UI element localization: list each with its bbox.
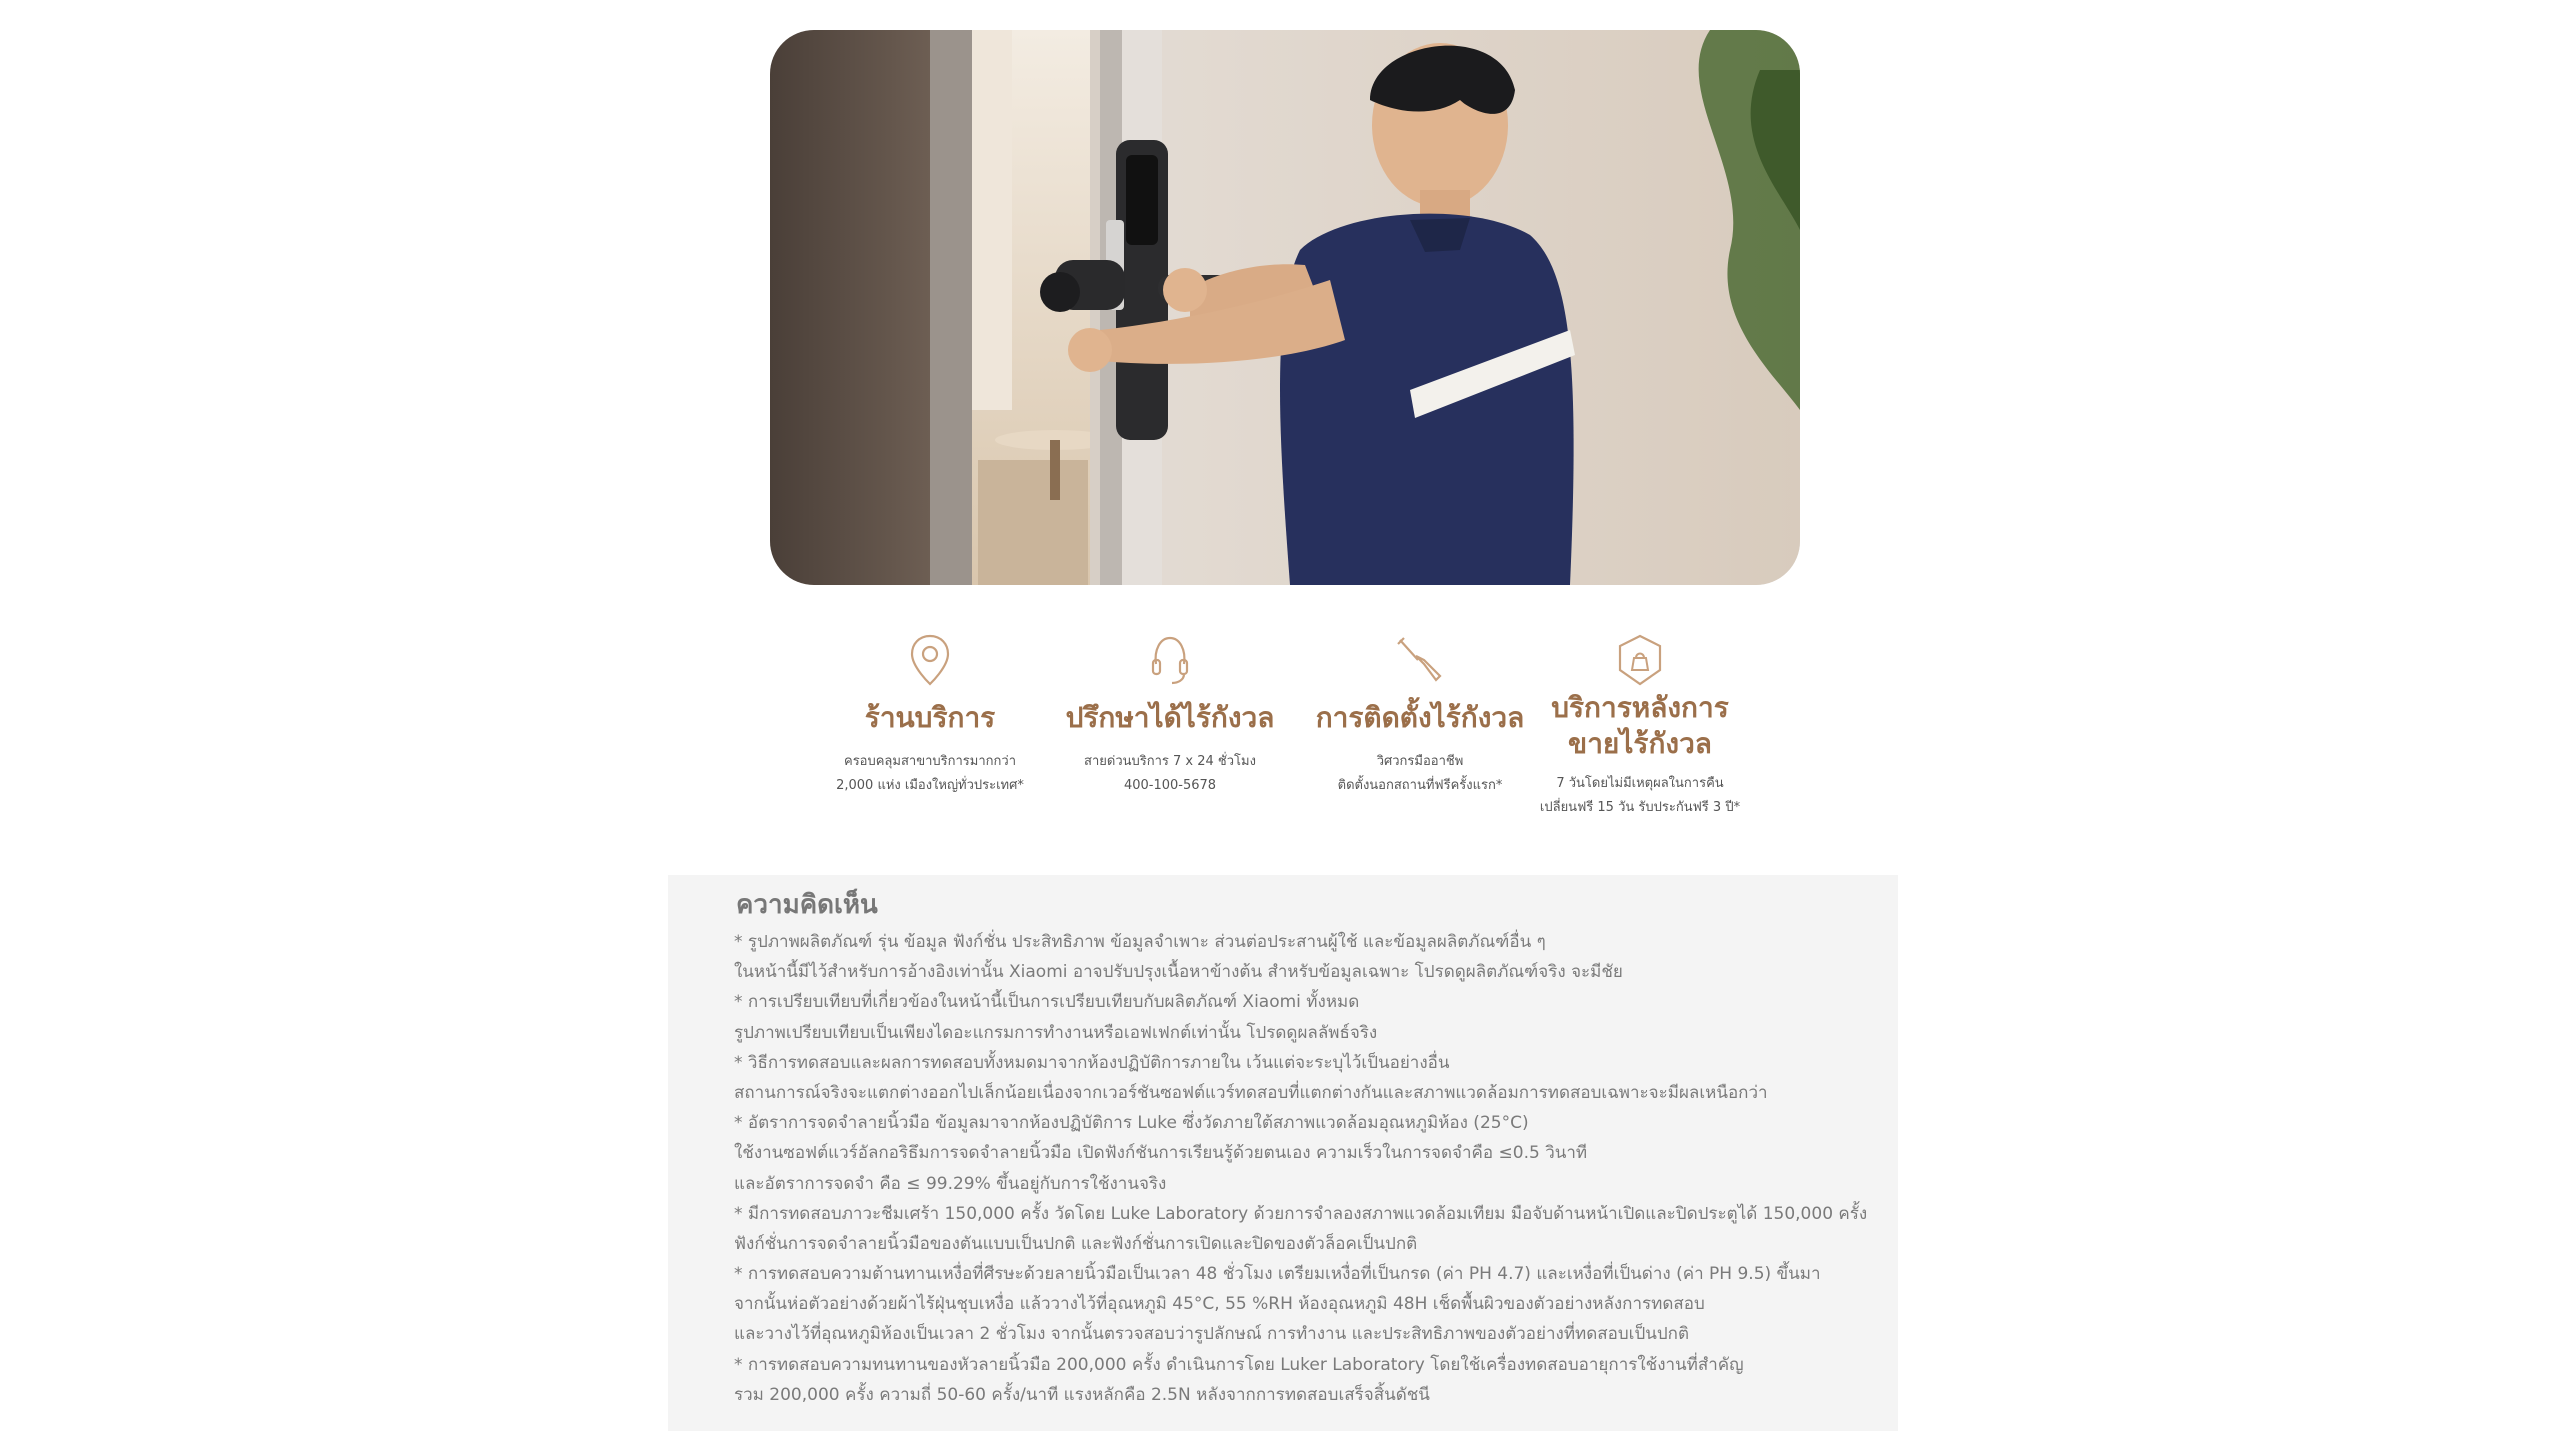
note-line: และอัตราการจดจำ คือ ≤ 99.29% ขึ้นอยู่กับการใช้งานจริง [734,1173,1167,1194]
headset-icon [1140,630,1200,690]
feature-desc-line: 400-100-5678 [1123,778,1217,793]
feature-title [1050,700,1290,736]
feature-after-sales [1520,630,1760,820]
feature-title [1300,700,1540,736]
note-line: ใช้งานซอฟต์แวร์อัลกอริธึมการจดจำลายนิ้วมือ เปิดฟังก์ชันการเรียนรู้ด้วยตนเอง ความเร็วในการจดจำคือ ≤0.5 วินาที [734,1143,1588,1164]
service-features [810,630,1760,830]
installer-photo [770,30,1800,585]
shield-bag-icon [1610,630,1670,690]
note-line: สถานการณ์จริงจะแตกต่างออกไปเล็กน้อยเนื่องจากเวอร์ชันซอฟต์แวร์ทดสอบที่แตกต่างกันและสภาพแวดล้อมการทดสอบเฉพาะจะมีผลเหนือกว่า [734,1082,1768,1103]
screwdriver-icon [1390,630,1450,690]
notes-heading: ความคิดเห็น [736,890,878,920]
feature-consultation [1050,630,1290,798]
feature-description [1300,750,1540,798]
feature-title-line: ร้านบริการ [864,701,996,734]
note-line: ในหน้านี้มีไว้สำหรับการอ้างอิงเท่านั้น Xiaomi อาจปรับปรุงเนื้อหาข้างต้น สำหรับข้อมูลเฉพาะ โปรดดูผลิตภัณฑ์จริง จะมีชัย [734,962,1623,983]
feature-desc-line: 2,000 แห่ง เมืองใหญ่ทั่วประเทศ* [836,778,1024,793]
note-line: * มีการทดสอบภาวะชีมเศร้า 150,000 ครั้ง วัดโดย Luke Laboratory ด้วยการจำลองสภาพแวดล้อมเทียม มือจับด้านหน้าเปิดและปิดประตูได้ 150,000 ครั้ง [734,1203,1868,1224]
feature-installation [1300,630,1540,798]
note-line: จากนั้นห่อตัวอย่างด้วยผ้าไร้ฝุ่นชุบเหงื่อ แล้ววางไว้ที่อุณหภูมิ 45°C, 55 %RH ห้องอุณหภูมิ 48H เช็ดพื้นผิวของตัวอย่างหลังการทดสอบ [734,1294,1705,1315]
note-line: * อัตราการจดจำลายนิ้วมือ ข้อมูลมาจากห้องปฏิบัติการ Luke ซึ่งวัดภายใต้สภาพแวดล้อมอุณหภูมิห้อง (25°C) [734,1113,1529,1134]
feature-desc-line: เปลี่ยนฟรี 15 วัน รับประกันฟรี 3 ปี* [1539,800,1741,815]
feature-service-store [810,630,1050,798]
note-line: * วิธีการทดสอบและผลการทดสอบทั้งหมดมาจากห้องปฏิบัติการภายใน เว้นแต่จะระบุไว้เป็นอย่างอื่น [734,1052,1450,1073]
notes-list [734,927,1874,1410]
feature-description [1520,772,1760,820]
note-line: รวม 200,000 ครั้ง ความถี่ 50-60 ครั้ง/นาที แรงหลักคือ 2.5N หลังจากการทดสอบเสร็จสิ้นดัชนี [734,1384,1430,1405]
note-line: ฟังก์ชั่นการจดจำลายนิ้วมือของตันแบบเป็นปกติ และฟังก์ชั่นการเปิดและปิดของตัวล็อคเป็นปกติ [734,1233,1418,1254]
feature-desc-line: ติดตั้งนอกสถานที่ฟรีครั้งแรก* [1337,778,1503,793]
hero-image [770,30,1800,585]
feature-title-line: ปรึกษาได้ไร้กังวล [1065,701,1275,734]
note-line: * รูปภาพผลิตภัณฑ์ รุ่น ข้อมูล ฟังก์ชั่น ประสิทธิภาพ ข้อมูลจำเพาะ ส่วนต่อประสานผู้ใช้ และข้อมูลผลิตภัณฑ์อื่น ๆ [734,932,1546,952]
note-line: * การทดสอบความต้านทานเหงื่อที่ศีรษะด้วยลายนิ้วมือเป็นเวลา 48 ชั่วโมง เตรียมเหงื่อที่เป็นกรด (ค่า PH 4.7) และเหงื่อที่เป็นด่าง (ค่า PH 9.5) ขึ้นมา [734,1264,1821,1285]
feature-title [1520,690,1760,762]
note-line: รูปภาพเปรียบเทียบเป็นเพียงไดอะแกรมการทำงานหรือเอฟเฟกต์เท่านั้น โปรดดูผลลัพธ์จริง [734,1022,1378,1043]
feature-description [810,750,1050,798]
location-pin-icon [900,630,960,690]
feature-description [1050,750,1290,798]
feature-title-line: ขายไร้กังวล [1568,727,1712,760]
feature-desc-line: 7 วันโดยไม่มีเหตุผลในการคืน [1556,776,1724,791]
feature-desc-line: วิศวกรมืออาชีพ [1376,754,1464,769]
feature-title-line: การติดตั้งไร้กังวล [1315,701,1525,734]
note-line: * การทดสอบความทนทานของหัวลายนิ้วมือ 200,000 ครั้ง ดำเนินการโดย Luker Laboratory โดยใช้เครื่องทดสอบอายุการใช้งานที่สำคัญ [734,1354,1744,1375]
feature-title [810,700,1050,736]
note-line: * การเปรียบเทียบที่เกี่ยวข้องในหน้านี้เป็นการเปรียบเทียบกับผลิตภัณฑ์ Xiaomi ทั้งหมด [734,992,1360,1013]
notes-panel [668,875,1898,1431]
note-line: และวางไว้ที่อุณหภูมิห้องเป็นเวลา 2 ชั่วโมง จากนั้นตรวจสอบว่ารูปลักษณ์ การทำงาน และประสิทธิภาพของตัวอย่างที่ทดสอบเป็นปกติ [734,1324,1689,1345]
feature-desc-line: ครอบคลุมสาขาบริการมากกว่า [844,754,1016,769]
feature-desc-line: สายด่วนบริการ 7 x 24 ชั่วโมง [1084,754,1256,769]
feature-title-line: บริการหลังการ [1551,691,1729,724]
